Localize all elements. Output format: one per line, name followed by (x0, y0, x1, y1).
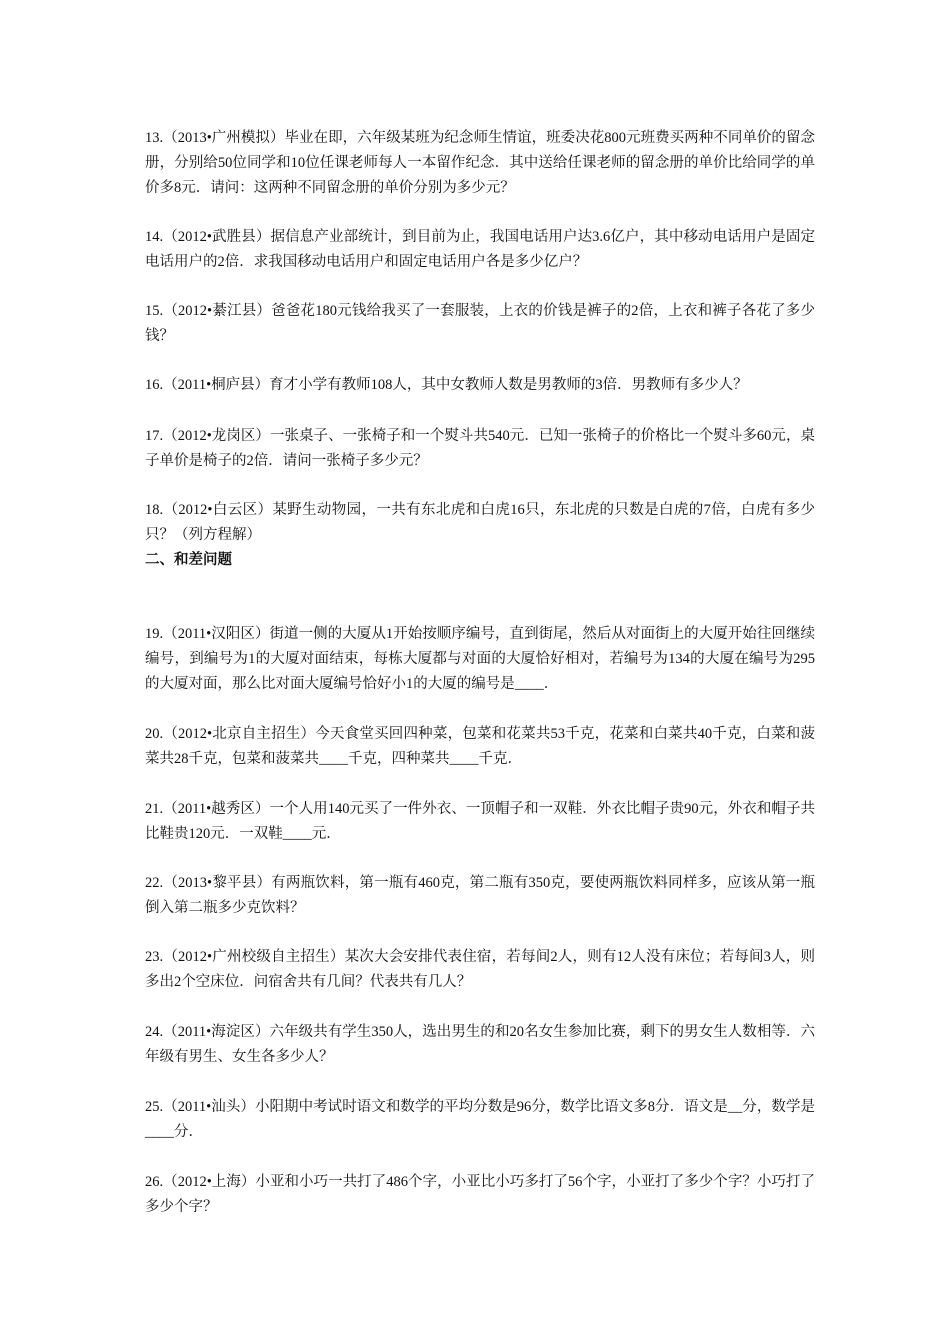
problem-23: 23.（2012•广州校级自主招生）某次大会安排代表住宿，若每间2人，则有12人没有床位；若每间3人，则多出2个空床位．问宿舍共有几间？代表共有几人？ (145, 949, 815, 990)
problem-19: 19.（2011•汉阳区）街道一侧的大厦从1开始按顺序编号，直到街尾，然后从对面街上的大厦开始往回继续编号，到编号为1的大厦对面结束，每栋大厦都与对面的大厦恰好相对，若编号为134的大厦在编号为295的大厦对面，那么比对面大厦编号恰好小1的大厦的编号是____． (145, 626, 815, 692)
problem-20: 20.（2012•北京自主招生）今天食堂买回四种菜，包菜和花菜共53千克，花菜和白菜共40千克，白菜和菠菜共28千克，包菜和菠菜共____千克，四种菜共____千克． (145, 726, 815, 767)
problem-18: 18.（2012•白云区）某野生动物园，一共有东北虎和白虎16只，东北虎的只数是白虎的7倍，白虎有多少只？（列方程解） (145, 502, 815, 543)
problem-14: 14.（2012•武胜县）据信息产业部统计，到目前为止，我国电话用户达3.6亿户，其中移动电话用户是固定电话用户的2倍．求我国移动电话用户和固定电话用户各是多少亿户？ (145, 229, 815, 270)
problem-17: 17.（2012•龙岗区）一张桌子、一张椅子和一个熨斗共540元．已知一张椅子的价格比一个熨斗多60元，桌子单价是椅子的2倍．请问一张椅子多少元？ (145, 428, 815, 469)
problem-16: 16.（2011•桐庐县）育才小学有教师108人，其中女教师人数是男教师的3倍．男教师有多少人？ (145, 377, 748, 393)
problem-26: 26.（2012•上海）小亚和小巧一共打了486个字，小亚比小巧多打了56个字，小亚打了多少个字？小巧打了多少个字？ (145, 1174, 815, 1215)
problem-24: 24.（2011•海淀区）六年级共有学生350人，选出男生的和20名女生参加比赛，剩下的男女生人数相等．六年级有男生、女生各多少人？ (145, 1024, 815, 1065)
problem-25: 25.（2011•汕头）小阳期中考试时语文和数学的平均分数是96分，数学比语文多8分．语文是__分，数学是____分． (145, 1099, 815, 1140)
problem-15: 15.（2012•綦江县）爸爸花180元钱给我买了一套服装，上衣的价钱是裤子的2倍，上衣和裤子各花了多少钱？ (145, 303, 815, 344)
section-heading: 二、和差问题 (145, 552, 232, 568)
problem-21: 21.（2011•越秀区）一个人用140元买了一件外衣、一顶帽子和一双鞋．外衣比帽子贵90元，外衣和帽子共比鞋贵120元．一双鞋____元． (145, 801, 815, 842)
problem-13: 13.（2013•广州模拟）毕业在即，六年级某班为纪念师生情谊，班委决花800元班费买两种不同单价的留念册，分别给50位同学和10位任课老师每人一本留作纪念．其中送给任课老师的留念册的单价比给同学的单价多8元．请问：这两种不同留念册的单价分别为多少元？ (145, 130, 815, 196)
problem-22: 22.（2013•黎平县）有两瓶饮料，第一瓶有460克，第二瓶有350克，要使两瓶饮料同样多，应该从第一瓶倒入第二瓶多少克饮料？ (145, 875, 815, 916)
